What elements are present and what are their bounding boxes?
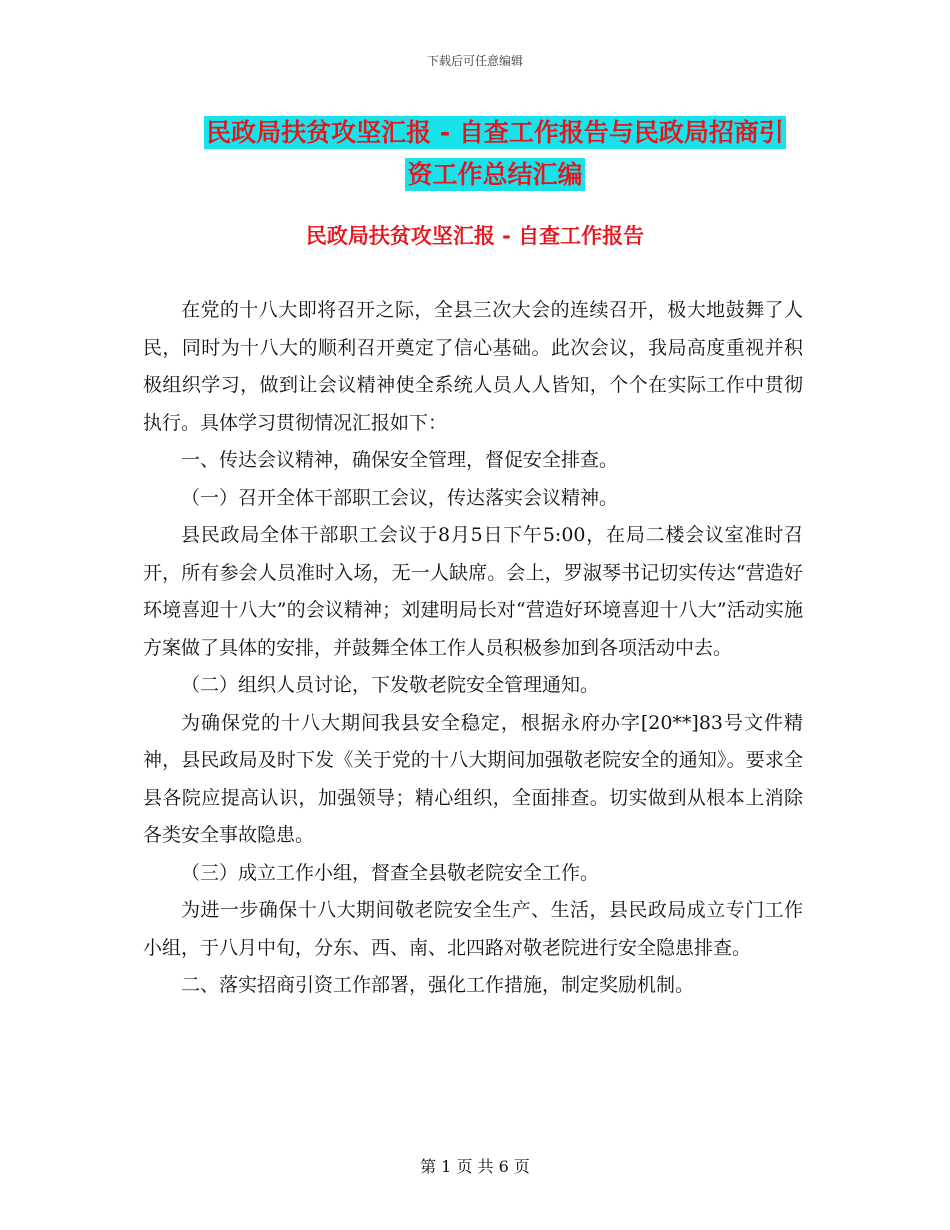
- paragraph: 为确保党的十八大期间我县安全稳定，根据永府办字[20**]83号文件精神，县民政局及时下发《关于党的十八大期间加强敬老院安全的通知》。要求全县各院应提高认识，加强领导；精心组织，全面排查。切实做到从根本上消除各类安全事故隐患。: [143, 711, 803, 846]
- document-main-title: [140, 112, 850, 196]
- header-note: 下载后可任意编辑: [426, 54, 523, 68]
- main-title-line-2: 资工作总结汇编: [407, 160, 583, 189]
- paragraph: （一）召开全体干部职工会议，传达落实会议精神。: [181, 486, 619, 509]
- paragraph: 二、落实招商引资工作部署，强化工作措施，制定奖励机制。: [181, 974, 695, 996]
- main-title-line-1: 民政局扶贫攻坚汇报 - 自查工作报告与民政局招商引: [206, 118, 784, 147]
- paragraph: （二）组织人员讨论，下发敬老院安全管理通知。: [181, 674, 600, 696]
- paragraph: 在党的十八大即将召开之际，全县三次大会的连续召开，极大地鼓舞了人民，同时为十八大的顺利召开奠定了信心基础。此次会议，我局高度重视并积极组织学习，做到让会议精神使全系统人员人人皆知，个个在实际工作中贯彻执行。具体学习贯彻情况汇报如下：: [143, 299, 803, 434]
- paragraph: （三）成立工作小组，督查全县敬老院安全工作。: [181, 861, 600, 884]
- page-number-footer: 第 1 页 共 6 页: [420, 1157, 530, 1176]
- paragraph: 县民政局全体干部职工会议于8月5日下午5:00，在局二楼会议室准时召开，所有参会人员准时入场，无一人缺席。会上，罗淑琴书记切实传达“营造好环境喜迎十八大”的会议精神；刘建明局长对“营造好环境喜迎十八大”活动实施方案做了具体的安排，并鼓舞全体工作人员积极参加到各项活动中去。: [143, 524, 803, 659]
- paragraph: 为进一步确保十八大期间敬老院安全生产、生活，县民政局成立专门工作小组，于八月中旬，分东、西、南、北四路对敬老院进行安全隐患排查。: [143, 899, 803, 959]
- section-title: 民政局扶贫攻坚汇报 - 自查工作报告: [305, 224, 645, 248]
- paragraph: 一、传达会议精神，确保安全管理，督促安全排查。: [181, 449, 619, 471]
- document-body: [143, 292, 803, 1005]
